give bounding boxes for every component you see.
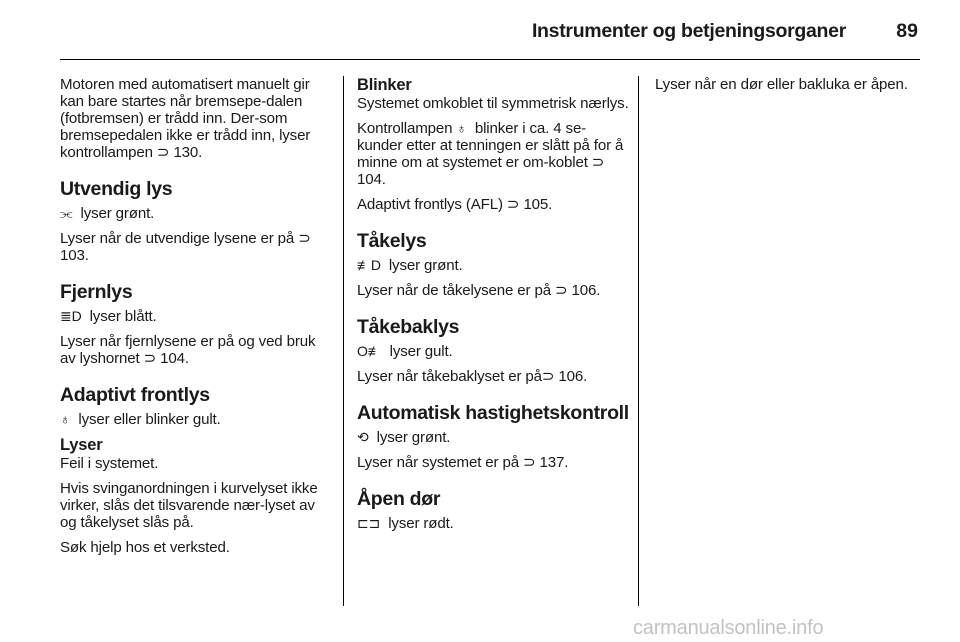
fog-light-icon: ≢D <box>357 257 381 273</box>
status-text: lyser blått. <box>85 308 157 325</box>
cruise-control-icon: ⟲ <box>357 429 369 445</box>
status-text: lyser grønt. <box>384 257 463 274</box>
paragraph: Lyser når de tåkelysene er på ⊃ 106. <box>357 282 601 299</box>
paragraph: Feil i systemet. <box>60 455 159 472</box>
high-beam-icon: ≣D <box>60 308 82 324</box>
status-line <box>60 205 332 222</box>
status-line <box>357 343 629 360</box>
section-heading: Fjernlys <box>60 281 133 303</box>
status-text: lyser grønt. <box>76 205 155 222</box>
sub-heading: Lyser <box>60 436 103 454</box>
status-line <box>60 411 332 428</box>
column-1 <box>60 76 332 564</box>
section-heading: Tåkelys <box>357 230 427 252</box>
paragraph: Hvis svinganordningen i kurvelyset ikke virker, slås det tilsvarende nær-lyset av og tåkelyset slås på. <box>60 480 318 531</box>
section-heading: Utvendig lys <box>60 178 173 200</box>
column-2 <box>357 76 629 540</box>
paragraph: Søk hjelp hos et verksted. <box>60 539 230 556</box>
adaptive-light-icon: ♁ <box>456 120 467 136</box>
column-3 <box>655 76 921 101</box>
section-heading: Tåkebaklys <box>357 316 460 338</box>
paragraph <box>357 120 629 188</box>
status-text: lyser eller blinker gult. <box>74 411 221 428</box>
page-header-title: Instrumenter og betjeningsorganer <box>531 20 846 42</box>
status-line <box>357 257 629 274</box>
status-text: lyser grønt. <box>372 429 451 446</box>
status-line <box>357 429 629 446</box>
section-heading: Adaptivt frontlys <box>60 384 210 406</box>
status-line <box>357 515 629 532</box>
status-text: lyser rødt. <box>384 515 454 532</box>
rear-fog-light-icon: O≢ <box>357 343 382 359</box>
section-heading: Åpen dør <box>357 488 441 510</box>
adaptive-light-icon: ♁ <box>60 411 71 427</box>
watermark: carmanualsonline.info <box>633 617 824 639</box>
status-line <box>60 308 332 325</box>
status-text: lyser gult. <box>385 343 453 360</box>
text-span: Kontrollampen <box>357 120 457 137</box>
paragraph: Systemet omkoblet til symmetrisk nærlys. <box>357 95 629 112</box>
text-span: blinker i ca. 4 se-kunder etter at tenningen er slått på for å minne om at systemet er om-koblet ⊃ 104. <box>357 120 624 188</box>
paragraph: Lyser når fjernlysene er på og ved bruk av lyshornet ⊃ 104. <box>60 333 316 367</box>
paragraph: Lyser når de utvendige lysene er på ⊃ 103. <box>60 230 311 264</box>
column-divider <box>638 76 639 606</box>
sub-heading: Blinker <box>357 76 412 94</box>
header-rule <box>60 59 920 60</box>
section-heading: Automatisk hastighetskontroll <box>357 402 629 424</box>
page-number: 89 <box>896 20 918 42</box>
exterior-light-icon: ⫘ <box>60 205 73 221</box>
paragraph: Lyser når en dør eller bakluka er åpen. <box>655 76 908 93</box>
paragraph: Lyser når tåkebaklyset er på⊃ 106. <box>357 368 588 385</box>
door-open-icon: ⊏⊐ <box>357 515 381 531</box>
paragraph: Adaptivt frontlys (AFL) ⊃ 105. <box>357 196 553 213</box>
paragraph: Motoren med automatisert manuelt gir kan bare startes når bremsepe-dalen (fotbremsen) er trådd inn. Der-som bremsepedalen ikke er trådd inn, lyser kontrollampen ⊃ 130. <box>60 76 311 161</box>
column-divider <box>343 76 344 606</box>
paragraph: Lyser når systemet er på ⊃ 137. <box>357 454 569 471</box>
